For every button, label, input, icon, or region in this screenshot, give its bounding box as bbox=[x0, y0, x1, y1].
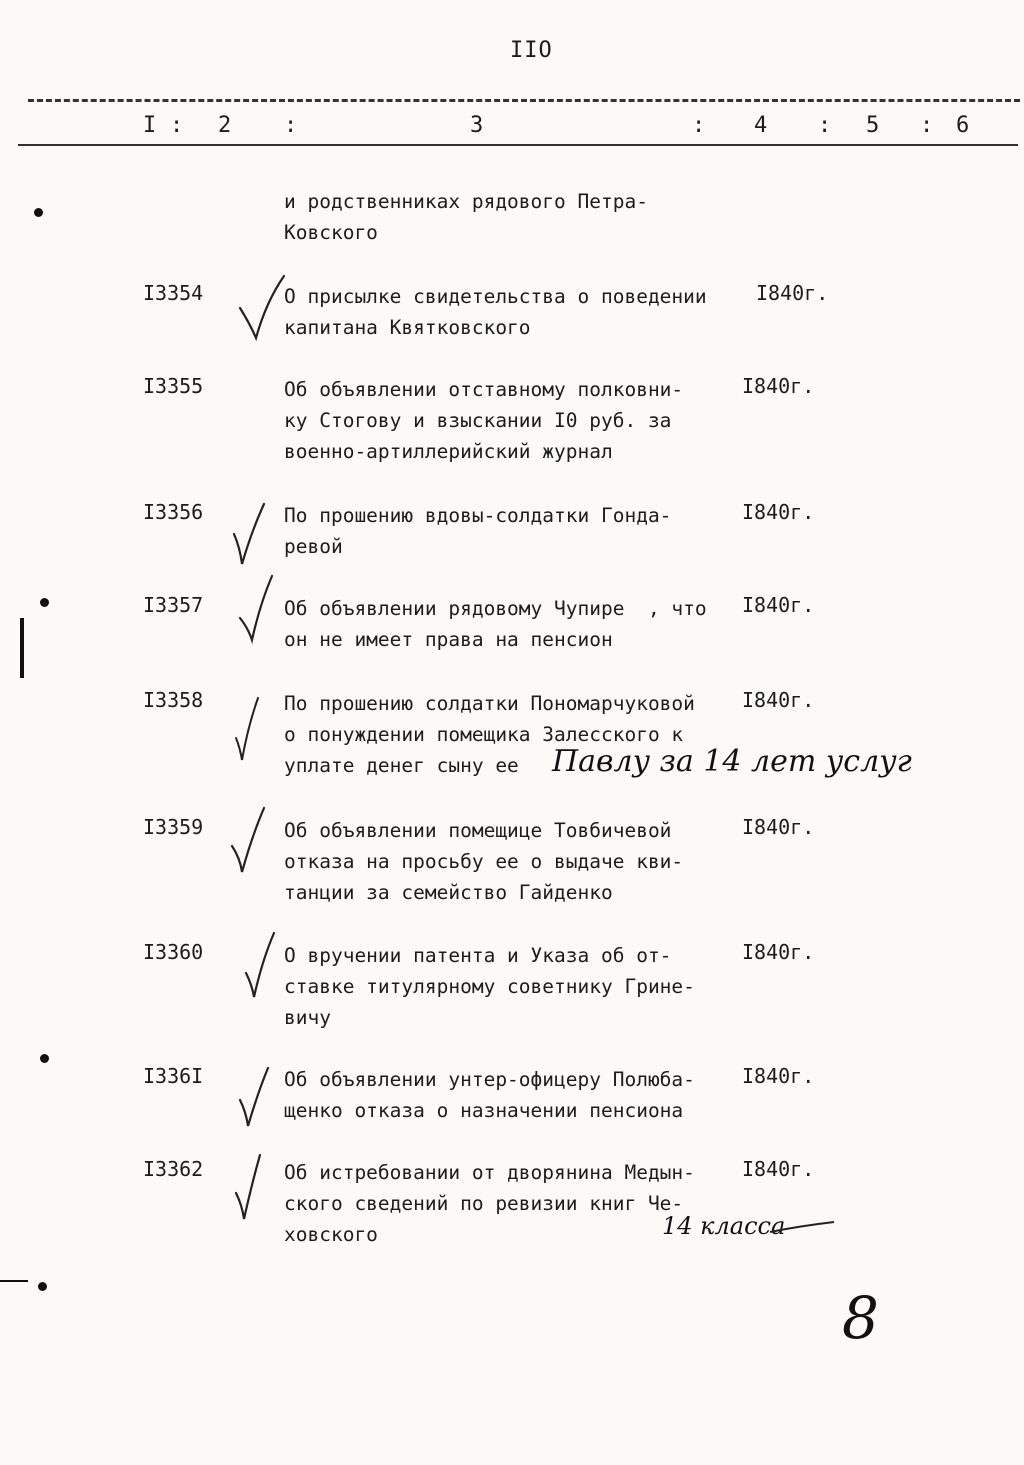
column-1-label: I bbox=[143, 113, 157, 138]
description-line: он не имеет права на пенсион bbox=[284, 628, 613, 651]
case-description bbox=[284, 593, 707, 655]
handwritten-note: Павлу за 14 лет услуг bbox=[552, 744, 912, 779]
description-line: уплате денег сыну ее bbox=[284, 754, 519, 777]
description-line: ховского bbox=[284, 1223, 378, 1246]
description-line: отказа на просьбу ее о выдаче кви- bbox=[284, 850, 684, 873]
case-number: I3359 bbox=[143, 815, 204, 839]
column-5-label: 5 bbox=[866, 113, 880, 138]
description-line: Об объявлении рядовому Чупире , что bbox=[284, 597, 707, 620]
description-line: и родственниках рядового Петра- bbox=[284, 190, 648, 213]
binding-hole bbox=[40, 598, 49, 607]
description-line: По прошению вдовы-солдатки Гонда- bbox=[284, 504, 672, 527]
sheet-mark: 8 bbox=[842, 1284, 879, 1352]
description-line: ревой bbox=[284, 535, 343, 558]
description-line: Об истребовании от дворянина Медын- bbox=[284, 1161, 695, 1184]
column-separator: : bbox=[170, 113, 184, 138]
case-description bbox=[284, 815, 683, 908]
description-line: О присылке свидетельства о поведении bbox=[284, 285, 707, 308]
handwritten-note: 14 класса bbox=[662, 1212, 786, 1240]
underline-stroke bbox=[770, 1218, 836, 1238]
checkmark-icon bbox=[236, 272, 286, 342]
column-4-label: 4 bbox=[754, 113, 768, 138]
case-description bbox=[284, 500, 671, 562]
column-separator: : bbox=[818, 113, 832, 138]
header-rule-bottom bbox=[18, 144, 1018, 146]
description-line: ставке титулярному советнику Грине- bbox=[284, 975, 695, 998]
checkmark-icon bbox=[230, 1150, 280, 1226]
description-line: По прошению солдатки Пономарчуковой bbox=[284, 692, 695, 715]
description-line: танции за семейство Гайденко bbox=[284, 881, 613, 904]
case-year: I840г. bbox=[742, 688, 815, 712]
description-line: Об объявлении отставному полковни- bbox=[284, 378, 684, 401]
description-line: Об объявлении помещице Товбичевой bbox=[284, 819, 672, 842]
case-description bbox=[284, 940, 695, 1033]
case-number: I3360 bbox=[143, 940, 204, 964]
case-year: I840г. bbox=[742, 1064, 815, 1088]
description-line: Об объявлении унтер-офицеру Полюба- bbox=[284, 1068, 695, 1091]
case-description bbox=[284, 1064, 695, 1126]
checkmark-icon bbox=[228, 696, 278, 766]
binding-hole bbox=[38, 1282, 47, 1291]
case-year: I840г. bbox=[742, 593, 815, 617]
case-year: I840г. bbox=[756, 281, 829, 305]
column-6-label: 6 bbox=[956, 113, 970, 138]
case-number: I336I bbox=[143, 1064, 204, 1088]
binding-hole bbox=[40, 1054, 49, 1063]
column-2-label: 2 bbox=[218, 113, 232, 138]
checkmark-icon bbox=[240, 926, 290, 1006]
margin-stroke bbox=[20, 618, 24, 678]
case-number: I3356 bbox=[143, 500, 204, 524]
description-line: ского сведений по ревизии книг Че- bbox=[284, 1192, 684, 1215]
case-number: I3358 bbox=[143, 688, 204, 712]
header-rule-top bbox=[28, 99, 1020, 102]
column-separator: : bbox=[920, 113, 934, 138]
checkmark-icon bbox=[236, 574, 286, 644]
binding-hole bbox=[34, 208, 43, 217]
description-line: ку Стогову и взыскании I0 руб. за bbox=[284, 409, 672, 432]
case-year: I840г. bbox=[742, 1157, 815, 1181]
case-number: I3355 bbox=[143, 374, 204, 398]
case-number: I3354 bbox=[143, 281, 204, 305]
case-number: I3357 bbox=[143, 593, 204, 617]
description-line: О вручении патента и Указа об от- bbox=[284, 944, 672, 967]
case-description bbox=[284, 281, 707, 343]
checkmark-icon bbox=[236, 1064, 286, 1134]
checkmark-icon bbox=[228, 802, 278, 880]
column-separator: : bbox=[692, 113, 706, 138]
description-line: капитана Квятковского bbox=[284, 316, 531, 339]
description-line: о понуждении помещика Залесского к bbox=[284, 723, 684, 746]
continuation-text bbox=[284, 186, 648, 248]
case-description bbox=[284, 1157, 695, 1250]
description-line: вичу bbox=[284, 1006, 331, 1029]
description-line: щенко отказа о назначении пенсиона bbox=[284, 1099, 684, 1122]
column-3-label: 3 bbox=[470, 113, 484, 138]
margin-stroke bbox=[0, 1280, 28, 1282]
checkmark-icon bbox=[226, 500, 276, 570]
column-separator: : bbox=[284, 113, 298, 138]
page-number: IIO bbox=[510, 38, 553, 63]
description-line: Ковского bbox=[284, 221, 378, 244]
case-year: I840г. bbox=[742, 374, 815, 398]
case-year: I840г. bbox=[742, 500, 815, 524]
case-description bbox=[284, 374, 683, 467]
case-year: I840г. bbox=[742, 940, 815, 964]
case-number: I3362 bbox=[143, 1157, 204, 1181]
case-year: I840г. bbox=[742, 815, 815, 839]
description-line: военно-артиллерийский журнал bbox=[284, 440, 613, 463]
